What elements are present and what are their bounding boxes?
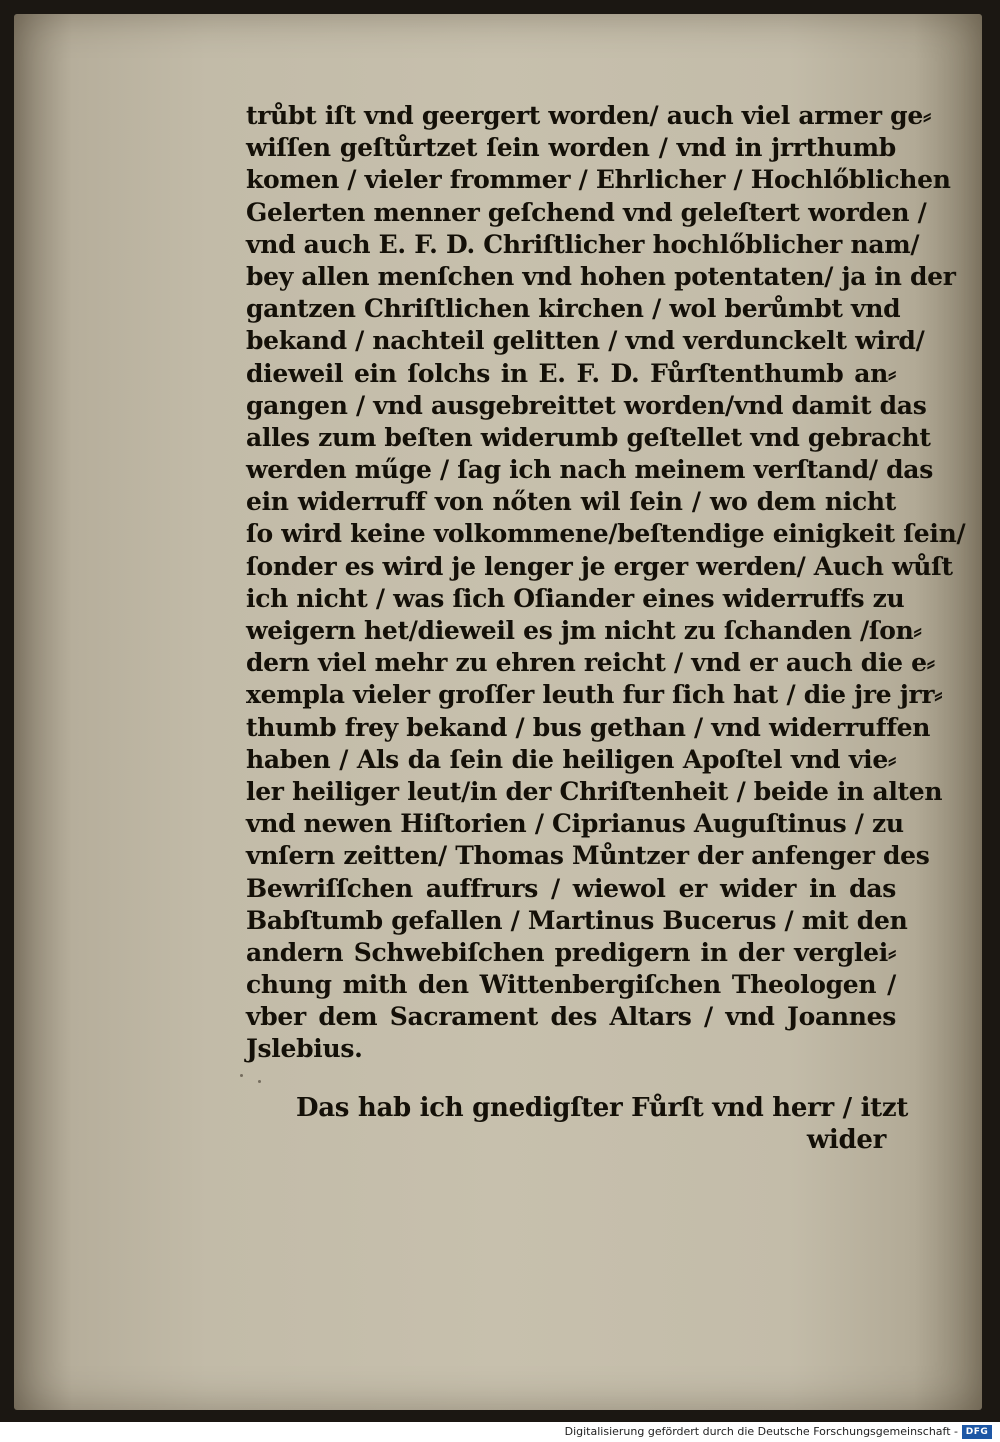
closing-line: Das hab ich gnedigſter Fůrſt vnd herr / itzt — [296, 1093, 909, 1123]
text-line: wiſſen geſtůrtzet ſein worden / vnd in jrrthumb — [246, 133, 896, 163]
text-line: bekand / nachteil gelitten / vnd verdunckelt wird/ — [246, 326, 925, 356]
text-line: trůbt iſt vnd geergert worden/ auch viel armer ge⸗ — [246, 101, 931, 130]
text-line: vnd newen Hiſtorien / Ciprianus Auguſtinus / zu — [246, 809, 904, 839]
text-line: gangen / vnd ausgebreittet worden/vnd damit das — [246, 390, 927, 420]
closing-block — [296, 1092, 909, 1156]
text-line: Babſtumb gefallen / Martinus Bucerus / mit den — [246, 905, 908, 935]
footer-bar — [0, 1422, 1000, 1442]
text-line: chung mith den Wittenbergiſchen Theologen / — [246, 970, 896, 1000]
text-line: haben / Als da ſein die heiligen Apoſtel vnd vie⸗ — [246, 744, 896, 774]
text-line: alles zum beſten widerumb geſtellet vnd gebracht — [246, 422, 931, 452]
text-line: bey allen menſchen vnd hohen potentaten/ ja in der — [246, 261, 956, 291]
text-line: ſo wird keine volkommene/beſtendige einigkeit ſein/ — [246, 519, 966, 549]
funding-notice: Digitalisierung gefördert durch die Deutsche Forschungsgemeinschaft - — [564, 1425, 958, 1438]
text-line: ſonder es wird je lenger je erger werden/ Auch wůſt — [246, 551, 953, 581]
catchword: wider — [806, 1125, 886, 1156]
main-text-block — [246, 100, 966, 1066]
text-line: weigern het/dieweil es jm nicht zu ſchanden /ſon⸗ — [246, 616, 922, 645]
text-line: vber dem Sacrament des Altars / vnd Joannes — [246, 1002, 896, 1032]
text-line: gantzen Chriſtlichen kirchen / wol berůmbt vnd — [246, 294, 901, 324]
text-line: ich nicht / was ſich Oſiander eines widerruffs zu — [246, 583, 905, 613]
text-line: vnd auch E. F. D. Chriſtlicher hochlőblicher nam/ — [246, 229, 920, 259]
text-line: Gelerten menner geſchend vnd geleſtert worden / — [246, 197, 927, 227]
text-line: komen / vieler frommer / Ehrlicher / Hochlőblichen — [246, 165, 951, 195]
text-line: andern Schwebiſchen predigern in der verglei⸗ — [246, 937, 896, 967]
text-line: dieweil ein ſolchs in E. F. D. Fůrſtenthumb an⸗ — [246, 358, 896, 388]
text-line: thumb frey bekand / bus gethan / vnd widerruffen — [246, 712, 931, 742]
text-line: vnſern zeitten/ Thomas Můntzer der anfenger des — [246, 841, 930, 871]
text-line: werden műge / ſag ich nach meinem verſtand/ das — [246, 455, 933, 485]
text-line-last: Jslebius. — [246, 1034, 363, 1064]
text-line: ein widerruff von nőten wil ſein / wo dem nicht — [246, 487, 896, 517]
text-line: dern viel mehr zu ehren reicht / vnd er auch die e⸗ — [246, 648, 935, 678]
text-line: ler heiliger leut/in der Chriſtenheit / beide in alten — [246, 776, 943, 806]
ink-speck — [240, 1074, 243, 1077]
dfg-logo: DFG — [962, 1425, 992, 1439]
ink-speck — [258, 1080, 261, 1083]
text-line: Bewriſſchen auffrurs / wiewol er wider in das — [246, 873, 896, 903]
text-line: xempla vieler groſſer leuth fur ſich hat / die jre jrr⸗ — [246, 680, 943, 710]
